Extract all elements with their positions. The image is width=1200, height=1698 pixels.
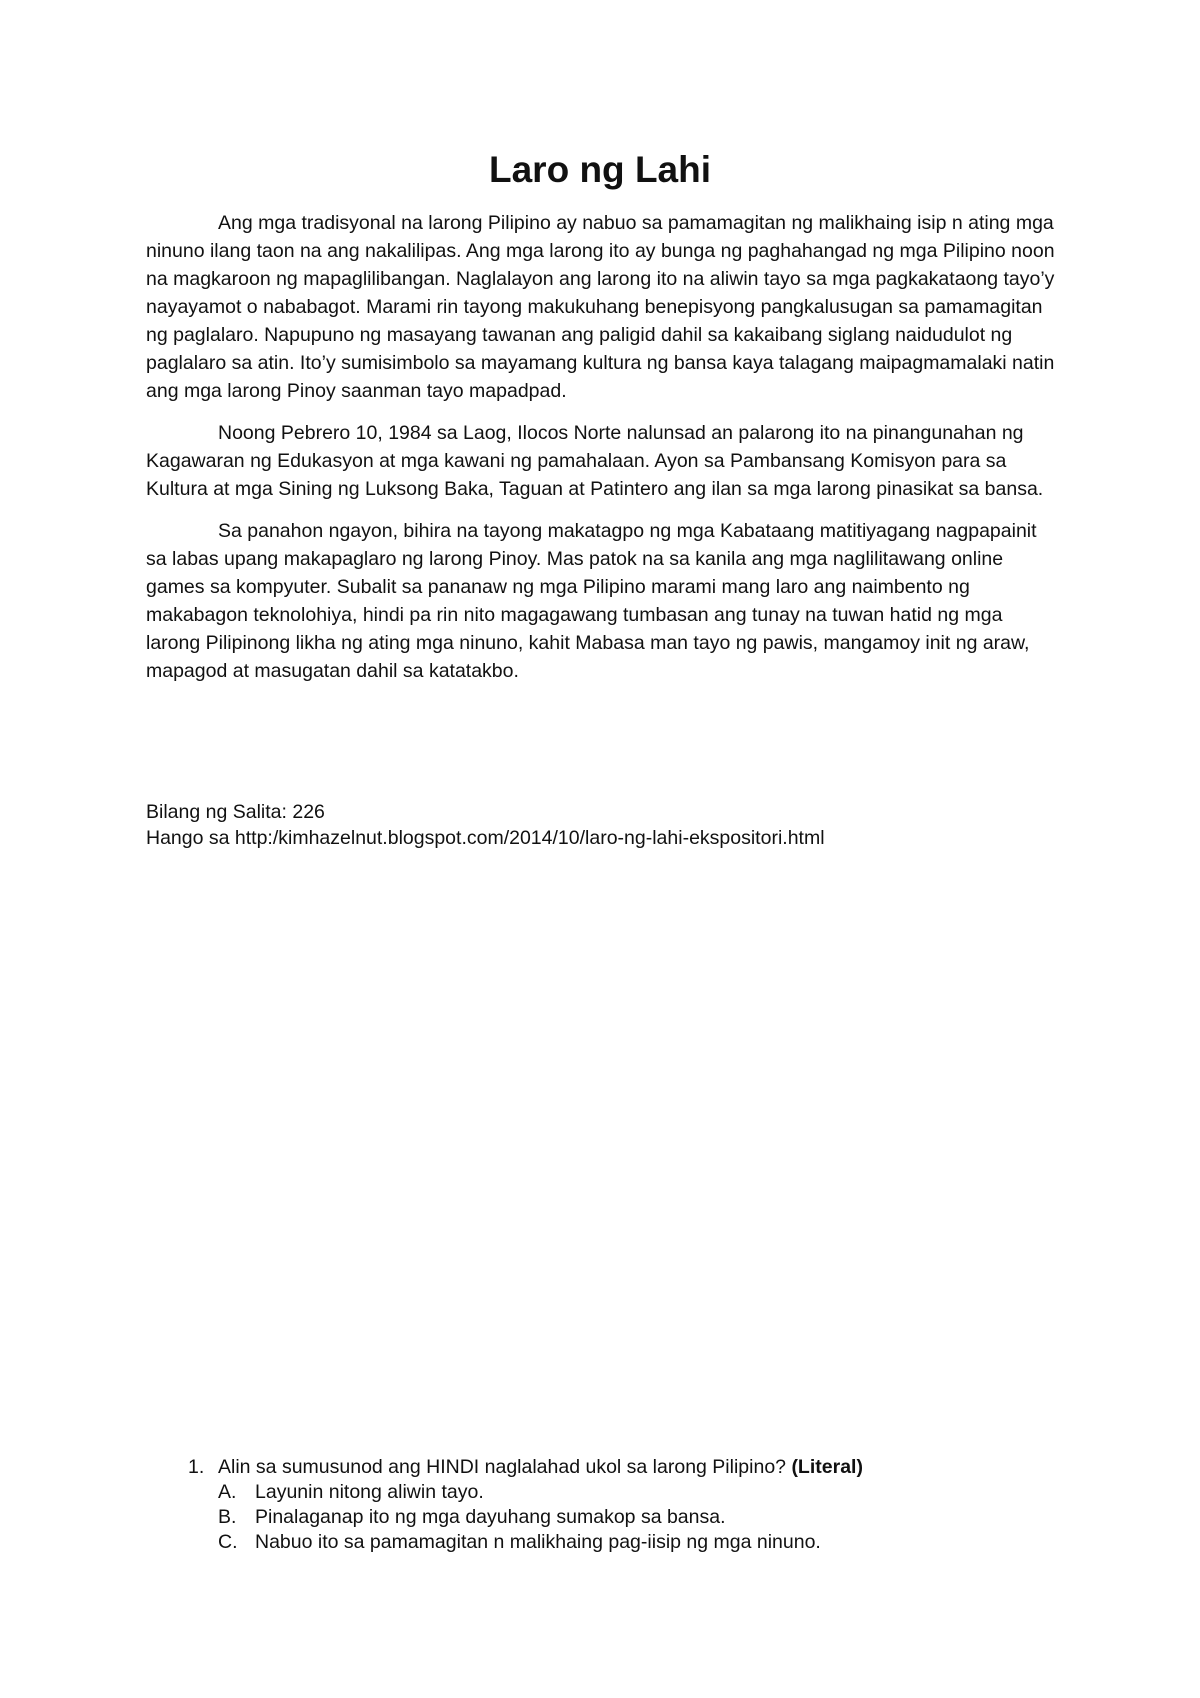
article-body [146, 209, 1060, 699]
paragraph-3: Sa panahon ngayon, bihira na tayong makatagpo ng mga Kabataang matitiyagang nagpapainit sa labas upang makapaglaro ng larong Pinoy. Mas patok na sa kanila ang mga naglilitawang online games sa kompyuter. Subalit sa pananaw ng mga Pilipino marami mang laro ang naimbento ng makabagon teknolohiya, hindi pa rin nito magagawang tumbasan ang tunay na tuwan hatid ng mga larong Pilipinong likha ng ating mga ninuno, kahit Mabasa man tayo ng pawis, mangamoy init ng araw, mapagod at masugatan dahil sa katatakbo. [146, 520, 1037, 682]
paragraph-2: Noong Pebrero 10, 1984 sa Laog, Ilocos Norte nalunsad an palarong ito na pinangunahan ng Kagawaran ng Edukasyon at mga kawani ng pamahalaan. Ayon sa Pambansang Komisyon para sa Kultura at mga Sining ng Luksong Baka, Taguan at Patintero ang ilan sa mga larong pinasikat sa bansa. [146, 422, 1044, 500]
question-item [146, 1455, 863, 1480]
question-list [146, 1455, 863, 1555]
source-link: Hango sa http:/kimhazelnut.blogspot.com/2014/10/laro-ng-lahi-ekspositori.html [146, 827, 825, 849]
question-tag: (Literal) [791, 1456, 863, 1478]
question-text: Alin sa sumusunod ang HINDI naglalahad ukol sa larong Pilipino? [218, 1456, 787, 1478]
paragraph-1: Ang mga tradisyonal na larong Pilipino ay nabuo sa pamamagitan ng malikhaing isip n ating mga ninuno ilang taon na ang nakalilipas. Ang mga larong ito ay bunga ng paghahangad ng mga Pilipino noon na magkaroon ng mapaglilibangan. Naglalayon ang larong ito na aliwin tayo sa mga pagkakataong tayo’y nayayamot o nababagot. Marami rin tayong makukuhang benepisyong pangkalusugan sa pamamagitan ng paglalaro. Napupuno ng masayang tawanan ang paligid dahil sa kakaibang siglang naidudulot ng paglalaro sa atin. Ito’y sumisimbolo sa mayamang kultura ng bansa kaya talagang maipagmamalaki natin ang mga larong Pinoy saanman tayo mapadpad. [146, 212, 1055, 402]
choice-b [146, 1505, 863, 1530]
word-count: Bilang ng Salita: 226 [146, 801, 325, 823]
choice-text: Nabuo ito sa pamamagitan n malikhaing pag-iisip ng mga ninuno. [255, 1531, 821, 1553]
choice-a [146, 1480, 863, 1505]
choice-letter: A. [218, 1481, 237, 1503]
choice-text: Layunin nitong aliwin tayo. [255, 1481, 484, 1503]
page-title: Laro ng Lahi [489, 149, 711, 190]
choice-letter: B. [218, 1506, 237, 1528]
choice-text: Pinalaganap ito ng mga dayuhang sumakop sa bansa. [255, 1506, 726, 1528]
question-number: 1. [188, 1456, 205, 1478]
source-block [146, 799, 825, 851]
choice-letter: C. [218, 1531, 238, 1553]
choice-c [146, 1530, 863, 1555]
